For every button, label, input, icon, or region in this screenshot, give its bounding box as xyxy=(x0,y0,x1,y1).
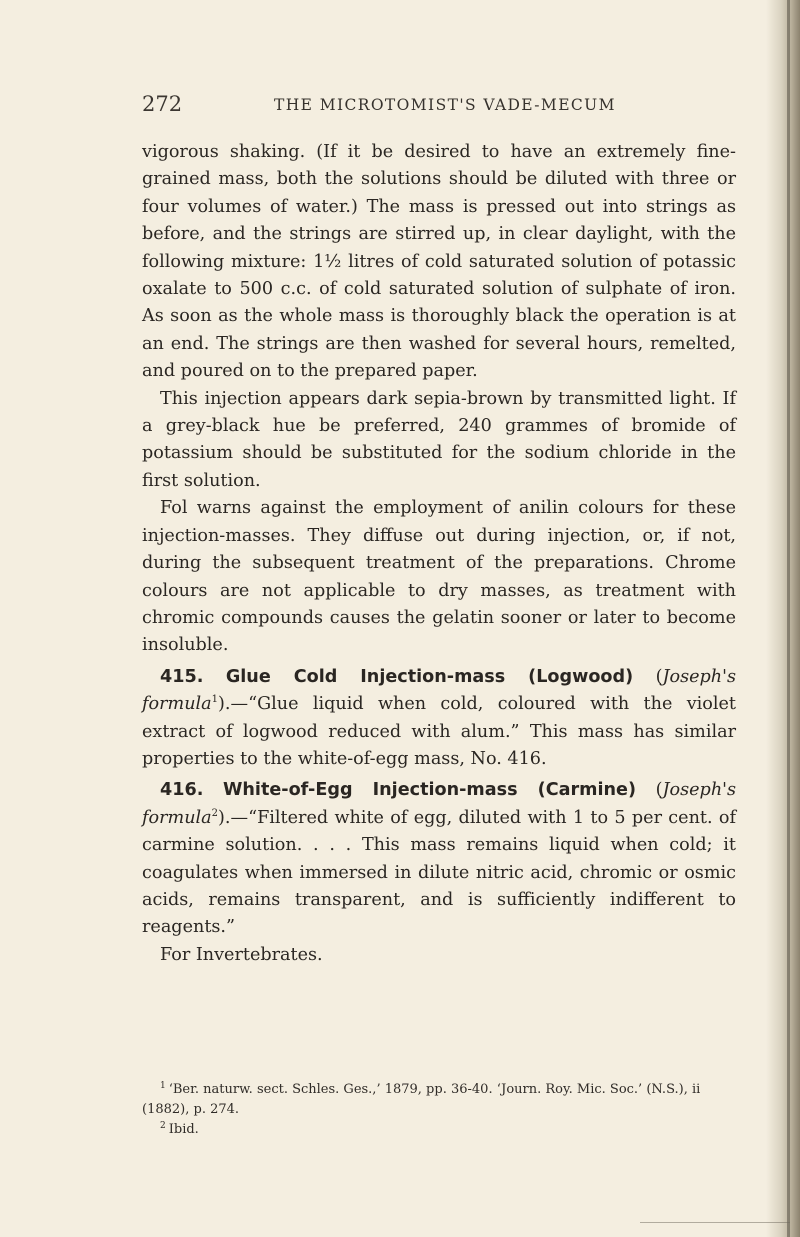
section-416-text: “Filtered white of egg, diluted with 1 to 5 per cent. of carmine solution. . . . This mass remains liquid when cold; it coagulates when immersed in dilute nitric acid, chromic or osmic acids, remains transparent, and is sufficiently indifferent to reagents.” xyxy=(142,807,736,938)
section-415-number: 415. xyxy=(160,666,204,687)
footnote-2 xyxy=(142,1120,736,1140)
paragraph-3: Fol warns against the employment of anilin colours for these injection-masses. They diffuse out during injection, or, if not, during the subsequent treatment of the preparations. Chrome colours are not applicable to dry masses, as treatment with chromic compounds causes the gelatin sooner or later to become insoluble. xyxy=(142,498,736,656)
footnote-ref-1: 1 xyxy=(211,694,219,706)
section-416-formula: Joseph's formula xyxy=(142,780,737,828)
body-text xyxy=(142,139,736,969)
section-415 xyxy=(142,664,736,774)
section-416-number: 416. xyxy=(160,780,204,801)
footnote-1-mark: 1 xyxy=(160,1080,166,1091)
page-number: 272 xyxy=(142,92,183,116)
page-edge-shadow xyxy=(766,0,800,1237)
paragraph-1: vigorous shaking. (If it be desired to have an extremely fine-grained mass, both the solutions should be diluted with three or four volumes of water.) The mass is pressed out into strings as before, and the strings are stirred up, in clear daylight, with the following mixture: 1½ litres of cold saturated solution of potassic oxalate to 500 c.c. of cold saturated solution of sulphate of iron. As soon as the whole mass is thoroughly black the operation is at an end. The strings are then washed for several hours, remelted, and poured on to the prepared paper. xyxy=(142,142,736,382)
section-415-text: “Glue liquid when cold, coloured with the violet extract of logwood reduced with alum.” This mass has similar properties to the white-of-egg mass, No. 416. xyxy=(142,694,736,769)
section-416 xyxy=(142,777,736,941)
section-415-title: Glue Cold Injection-mass (Logwood) xyxy=(225,666,634,687)
section-416-formula-close: ).— xyxy=(218,807,249,828)
section-415-formula-open: ( xyxy=(655,666,663,687)
paragraph-2: This injection appears dark sepia-brown by transmitted light. If a grey-black hue be preferred, 240 grammes of bromide of potassium should be substituted for the sodium chloride in the first solution. xyxy=(142,388,736,491)
footnote-ref-2: 2 xyxy=(211,807,219,819)
footnote-2-text: Ibid. xyxy=(168,1122,199,1137)
footnote-1-text: ‘Ber. naturw. sect. Schles. Ges.,’ 1879, pp. 36-40. ‘Journ. Roy. Mic. Soc.’ (N.S.), ii (1882), p. 274. xyxy=(142,1082,701,1117)
footnote-2-mark: 2 xyxy=(160,1120,166,1131)
footnote-1 xyxy=(142,1080,736,1120)
for-invertebrates: For Invertebrates. xyxy=(160,944,323,965)
section-415-formula: Joseph's formula xyxy=(142,666,736,715)
section-416-formula-open: ( xyxy=(655,780,663,801)
footnotes xyxy=(142,1080,736,1140)
running-head: THE MICROTOMIST'S VADE-MECUM xyxy=(274,96,616,114)
section-416-title: White-of-Egg Injection-mass (Carmine) xyxy=(222,780,637,801)
section-415-formula-close: ).— xyxy=(218,694,249,715)
page-header xyxy=(142,92,742,118)
page-edge-line xyxy=(787,0,790,1237)
bottom-edge-line xyxy=(640,1222,790,1223)
